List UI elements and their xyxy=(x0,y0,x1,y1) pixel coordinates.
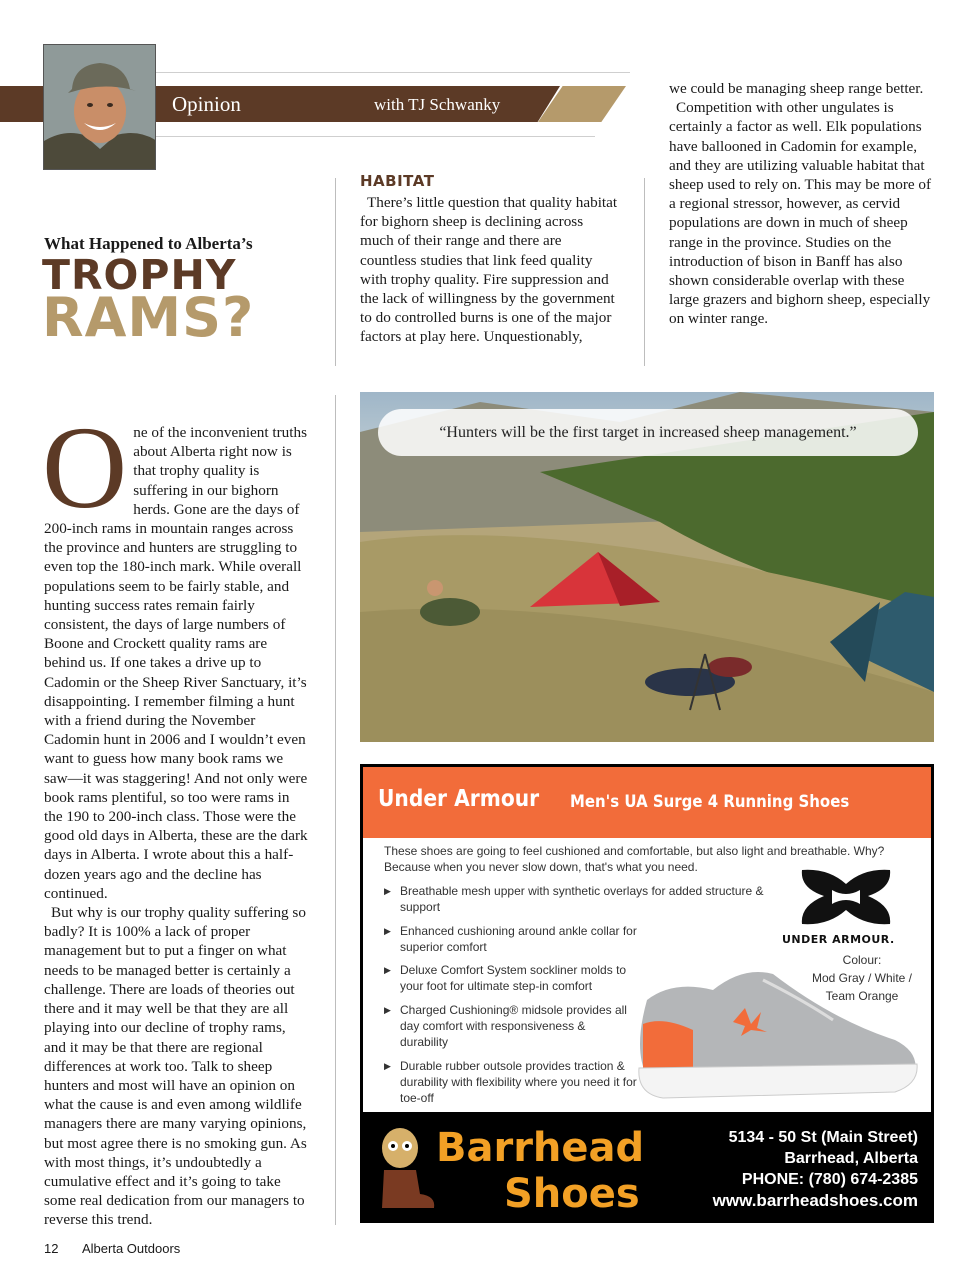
ad-feature: ▶ Deluxe Comfort System sockliner molds to your foot for ultimate step-in comfort xyxy=(384,963,627,993)
bullet-icon: ▶ xyxy=(384,886,391,896)
section-label: Opinion xyxy=(172,92,241,116)
header-rule-bottom xyxy=(155,136,595,137)
paragraph: we could be managing sheep range better. xyxy=(669,80,924,97)
column-rule xyxy=(335,395,336,1225)
header-rule-top xyxy=(155,72,630,73)
bullet-icon: ▶ xyxy=(384,1005,391,1015)
article-column-3 xyxy=(669,79,937,329)
author-byline: with TJ Schwanky xyxy=(374,95,501,114)
paragraph: But why is our trophy quality suffering so badly? It is 100% a lack of proper management but to put a finger on what needs to be managed better is certainly a challenge. There are loads of theories out there and it may well be that they are all playing into our decline of trophy rams, and it may be that there are regional differences at work too. Talk to sheep hunters and most will have an opinion on what the cause is and even among wildlife managers there are many varying opinions, but most agree there is no smoking gun. As with most things, it’s undoubtedly a cumulative effect and it’s going to take some real dedication from our managers to reverse this trend. xyxy=(44,904,307,1229)
article-kicker: What Happened to Alberta’s xyxy=(44,234,253,253)
ad-product: Men's UA Surge 4 Running Shoes xyxy=(570,792,850,812)
section-heading: HABITAT xyxy=(360,172,435,190)
ad-brand: Under Armour xyxy=(378,786,540,812)
bullet-icon: ▶ xyxy=(384,965,391,975)
column-rule xyxy=(644,178,645,366)
article-title-line2: RAMS? xyxy=(42,286,255,349)
shoe-image xyxy=(633,960,919,1102)
paragraph: Competition with other ungulates is certainly a factor as well. Elk populations have ballooned in Cadomin for example, and they are utilizing valuable habitat that sheep used to rely on. This may be more of a regional stressor, however, as cervid populations are down in much of sheep range in the province. Studies on the introduction of bison in Banff has also shown considerable overlap with these large grazers and bighorn sheep, especially on winter range. xyxy=(669,99,932,328)
ad-feature: ▶ Breathable mesh upper with synthetic overlays for added structure & support xyxy=(384,884,764,914)
article-column-1 xyxy=(42,402,308,1230)
page-number: 12 xyxy=(44,1241,59,1256)
store-city: Barrhead, Alberta xyxy=(784,1150,918,1167)
ad-feature: ▶ Charged Cushioning® midsole provides all day comfort with responsiveness & durability xyxy=(384,1003,627,1049)
store-website[interactable]: www.barrheadshoes.com xyxy=(712,1191,918,1210)
ad-wordmark: UNDER ARMOUR. xyxy=(782,933,895,946)
bullet-icon: ▶ xyxy=(384,1061,391,1071)
bullet-icon: ▶ xyxy=(384,926,391,936)
store-phone: PHONE: (780) 674-2385 xyxy=(741,1171,918,1188)
paragraph: There’s little question that quality habitat for bighorn sheep is declining across much of their range and there are countless studies that link feed quality with trophy quality. Fire suppression and the lack of willingness by the government to do controlled burns is one of the major factors at play here. Unquestionably, xyxy=(360,194,618,346)
column-rule xyxy=(335,178,336,366)
store-address: 5134 - 50 St (Main Street) xyxy=(728,1129,918,1146)
store-name: Shoes xyxy=(504,1171,640,1217)
ad-feature: ▶ Durable rubber outsole provides traction & durability with flexibility where you need it for toe-off xyxy=(384,1059,637,1105)
pull-quote: “Hunters will be the first target in increased sheep management.” xyxy=(378,409,918,456)
drop-cap: O xyxy=(42,402,128,533)
magazine-name: Alberta Outdoors xyxy=(82,1241,181,1256)
under-armour-logo xyxy=(798,866,894,928)
colour-label: Colour: xyxy=(842,953,882,967)
article-title-line1: TROPHY xyxy=(42,251,237,299)
article-column-2 xyxy=(360,193,618,347)
ad-feature: ▶ Enhanced cushioning around ankle collar for superior comfort xyxy=(384,924,637,954)
store-logo xyxy=(376,1120,436,1212)
ad-intro: These shoes are going to feel cushioned and comfortable, but also light and breathable. Why? Because when you never slow down, that's what you need. xyxy=(384,844,885,874)
author-photo xyxy=(43,44,156,170)
colour-value: Mod Gray / White / Team Orange xyxy=(811,971,913,1003)
paragraph: ne of the inconvenient truths about Alberta right now is that trophy quality is suffering in our bighorn herds. Gone are the days of 200-inch rams in mountain ranges across the province and hunters are struggling to even top the 180-inch mark. While overall populations seem to be fairly stable, and hunting success rates remain fairly consistent, the days of large numbers of Boone and Crockett quality rams are behind us. If one takes a drive up to Cadomin or the Sheep River Sanctuary, it’s disappointing. I remember filming a hunt with a friend during the November Cadomin hunt in 2006 and I wouldn’t even want to guess how many book rams we saw—it was staggering! And not only were book rams plentiful, so too were rams in the 190 to 200-inch class. Those were the good old days in Alberta, these are the dark days in Alberta. I wrote about this a half-dozen years ago and the decline has continued. xyxy=(44,424,308,902)
store-name: Barrhead xyxy=(436,1125,645,1171)
